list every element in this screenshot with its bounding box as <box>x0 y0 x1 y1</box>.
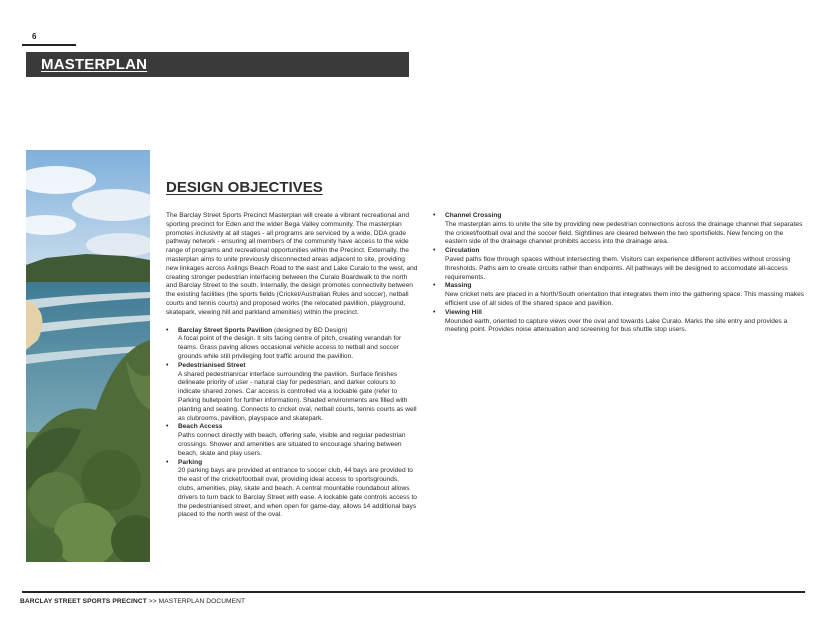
list-item <box>166 327 418 362</box>
intro-paragraph: The Barclay Street Sports Precinct Masterplan will create a vibrant recreational and sporting precinct for Eden and the wider Bega Valley community. The masterplan promotes inclusivity at all stages - all programs are serviced by a wide, DDA grade pathway network - ensuring all members of the community have access to the wide range of programs and recreational opportunities within the Precinct. Externally, the masterplan aims to unite previously disconnected areas adjacent to site, providing new linkages across Aslings Beach Road to the east and Lake Curalo to the west, and creating stronger pedestrian interfacing between the Curalo Boardwalk to the north and Barclay Street to the south. Internally, the design promotes connectivity between the existing facilities (the sports fields (Cricket/Australian Rules and soccer), netball courts and tennis courts) and proposed works (the relocated pavillion, playground, skatepark, viewing hill and parkland amenities) within the precinct. <box>166 212 418 316</box>
right-bullet-list <box>433 212 805 335</box>
bullet-body: Mounded earth, oriented to capture views over the oval and towards Lake Curalo. Marks the site entry and provides a meeting point. Provides noise attenuation and screening for bus shuttle stop users. <box>445 317 788 334</box>
banner-title: MASTERPLAN <box>41 56 148 73</box>
bullet-title: Circulation <box>445 247 480 255</box>
page-number: 6 <box>32 32 37 41</box>
footer-doc-title: MASTERPLAN DOCUMENT <box>158 598 246 605</box>
design-objectives-heading: DESIGN OBJECTIVES <box>166 179 323 196</box>
list-item <box>433 212 805 247</box>
masterplan-banner <box>26 52 409 77</box>
bullet-body: Paved paths flow through spaces without intersecting them. Visitors can experience different activities without crossing thresholds. Paths aim to create circuits rather than endpoints. All pathways will be designed to accomodate all-access requirements. <box>445 255 791 281</box>
bullet-body: 20 parking bays are provided at entrance to soccer club, 44 bays are provided to the east of the cricket/football oval, providing ideal access to sportsgrounds, clubs, amenities, play, skate and beach. A central mountable roundabout allows drivers to turn back to Barclay Street with ease. A lockable gate controls access to the pedestrianised street, and when open for game-day, allows 14 additional bays placed to the north west of the oval. <box>178 467 417 519</box>
coastline-photo <box>26 150 150 562</box>
list-item <box>166 362 418 424</box>
bullet-title-suffix: (designed by BD Design) <box>272 326 348 334</box>
bullet-title: Channel Crossing <box>445 212 502 219</box>
top-rule <box>22 44 76 46</box>
coastline-photo-image <box>26 150 150 562</box>
left-bullet-list <box>166 327 418 521</box>
bullet-body: The masterplan aims to unite the site by providing new pedestrian connections across the drainage channel that separates the cricket/football oval and the soccer field. Sightlines are cleared between the two sportsfields. New fencing on the eastern side of the drainage channel prohibits access into the drainage area. <box>445 220 803 246</box>
bullet-title: Beach Access <box>178 423 223 431</box>
bullet-body: A shared pedestrian/car interface surrounding the pavilion. Surface finishes delineate priority of user - natural clay for pedestrian, and darker colours to indicate shared zones. Car access is controlled via a lockable gate (refer to Parking bulletpoint for further information). Shaded environments are filled with planting and seating. Connects to cricket oval, netball courts, tennis courts as well as clubrooms, pavillion, playspace and skatepark. <box>178 370 417 422</box>
list-item <box>433 247 805 282</box>
footer-brand: BARCLAY STREET SPORTS PRECINCT <box>20 598 147 605</box>
bullet-title: Massing <box>445 282 472 290</box>
bullet-body: Paths connect directly with beach, offering safe, visible and regular pedestrian crossings. Shower and amenities are situated to encourage sharing between beach, skate and play users. <box>178 432 406 457</box>
list-item <box>433 309 805 335</box>
bullet-title: Parking <box>178 458 203 466</box>
list-item <box>433 282 805 308</box>
bullet-title: Pedestrianised Street <box>178 361 246 369</box>
left-text-column <box>166 212 418 520</box>
bullet-body: New cricket nets are placed in a North/South orientation that integrates them into the gathering space. This massing makes efficient use of all sides of the shared space and pavillion. <box>445 291 805 307</box>
bullet-title: Viewing Hill <box>445 308 482 316</box>
list-item <box>166 423 418 458</box>
footer <box>20 598 245 605</box>
bullet-title: Barclay Street Sports Pavilion <box>178 326 273 334</box>
list-item <box>166 459 418 521</box>
footer-separator: >> <box>146 598 159 605</box>
bottom-rule <box>22 591 805 593</box>
right-text-column <box>433 212 805 335</box>
bullet-body: A focal point of the design. It sits facing centre of pitch, creating verandah for teams. Grass paving allows occasional vehicle access to netball and soccer grounds while still privileging foot traffic around the pavillion. <box>178 335 402 360</box>
